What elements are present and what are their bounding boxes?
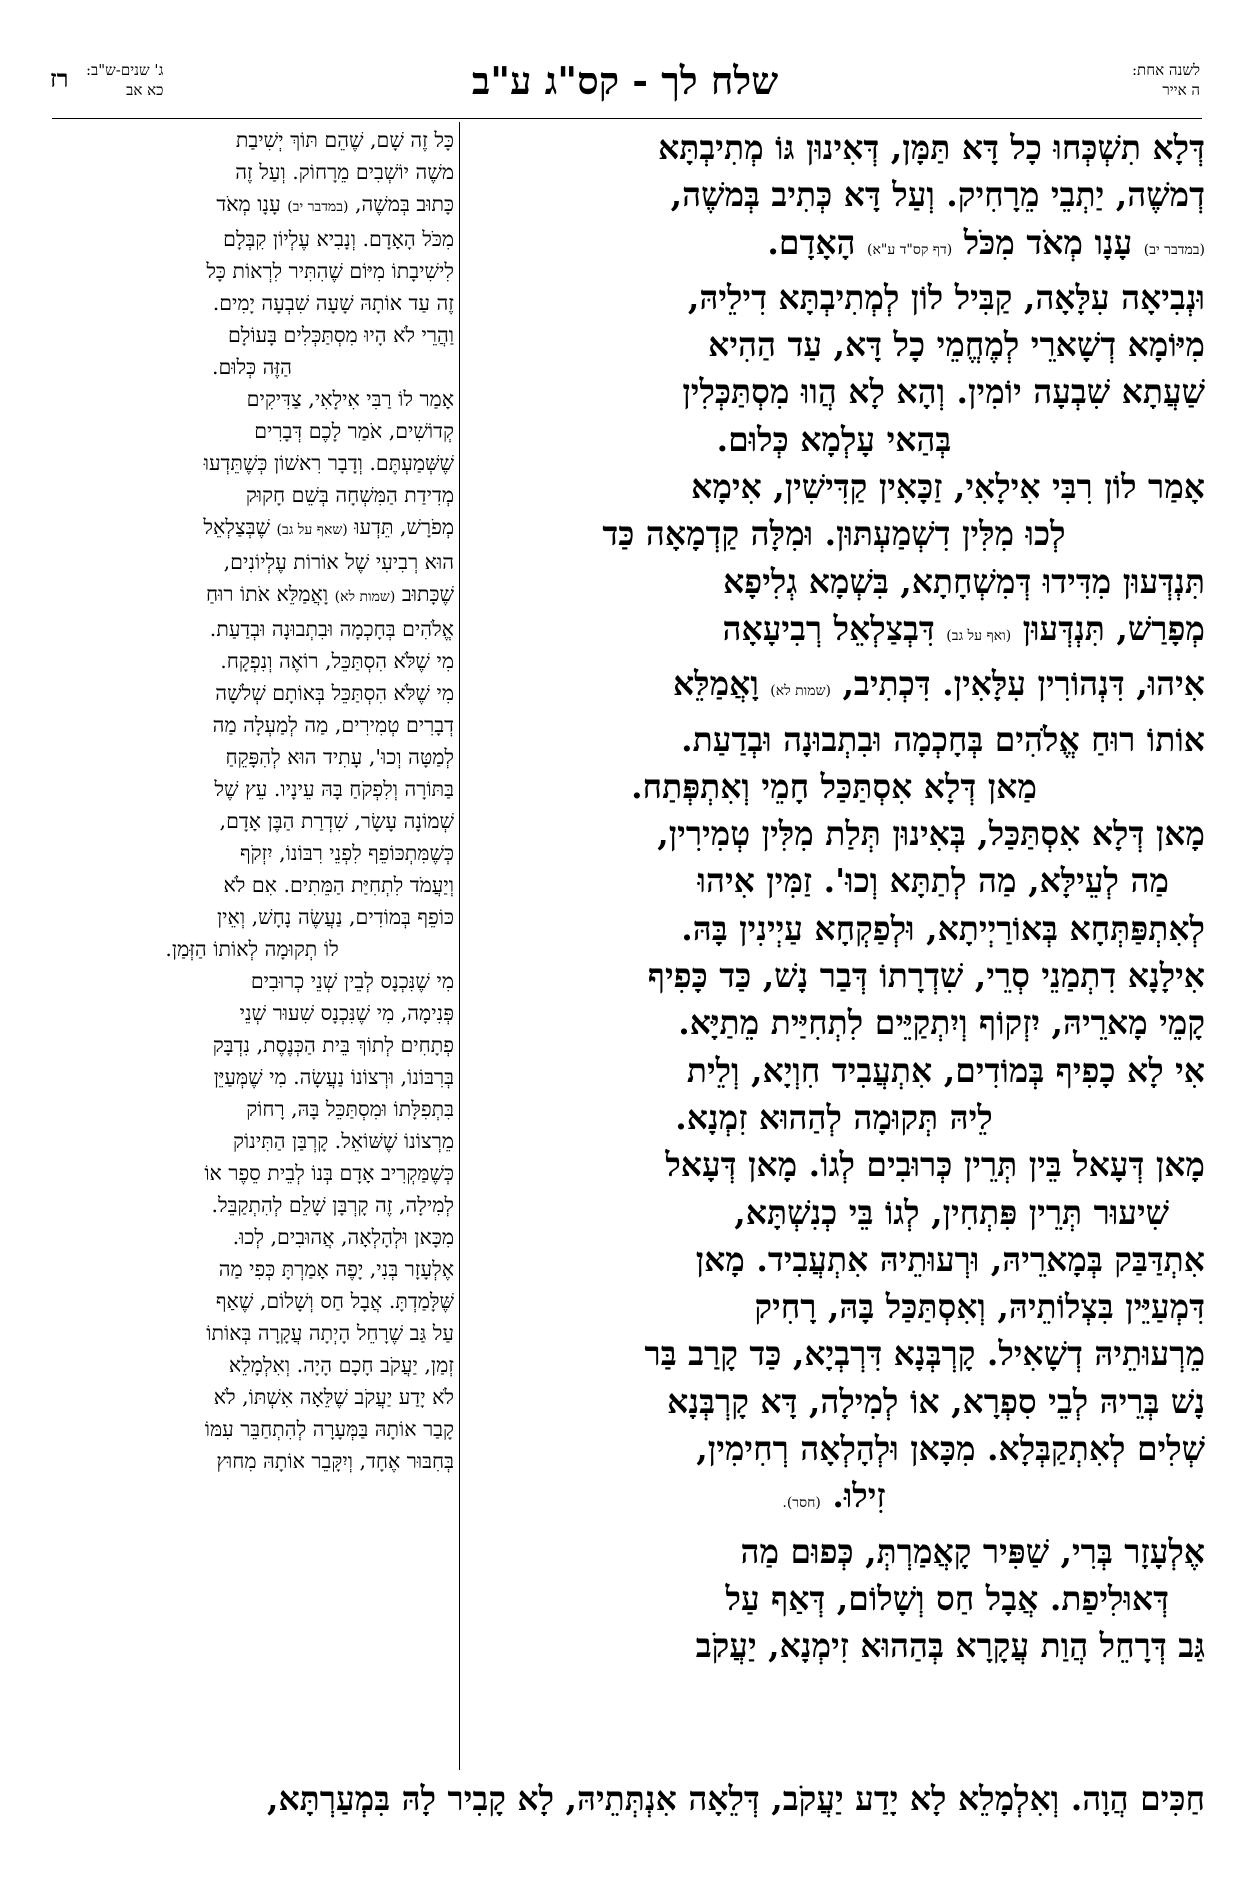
header-right-line2: ה אייר <box>1162 81 1200 99</box>
main-line: שִׁיעוּר תְּרֵין פִּתְחִין, לְגוֹ בֵּי כְנִשְׁתָּא, <box>734 1192 1169 1232</box>
side-line: קְדוֹשִׁים, אֹמַר לָכֶם דְּבָרִים <box>254 419 454 443</box>
side-line: בִּתְפִלָּתוֹ וּמִסְתַּכֵּל בָּהּ, רָחוֹק <box>246 1097 454 1121</box>
main-line: אִתְדַּבַּק בְּמָארֵיהּ, וּרְעוּתֵיהּ אִתְעֲבִיד. מָאן <box>695 1239 1205 1279</box>
page-header <box>50 58 1200 120</box>
side-line: הוּא רְבִיעִי שֶׁל אוֹרוֹת עֶלְיוֹנִים, <box>223 550 454 574</box>
main-line: מְפָרַשׁ, תִּנְדְּעוּן (ואף על גב) דִּבְצַלְאֵל רְבִיעָאָה <box>722 608 1205 648</box>
main-line: קָמֵי מָארֵיהּ, יִזְקוֹף וְיִתְקַיֵּים לִתְחִיַּית מֵתַיָּא. <box>678 1003 1205 1043</box>
main-line: בְּהַאי עָלְמָא כְּלוּם. <box>716 419 952 459</box>
source-reference: (שמות לא) <box>770 683 831 700</box>
side-line: שְׁמוֹנָה עָשָׂר, שִׁדְרַת הַבֶּן אָדָם, <box>219 809 454 833</box>
main-line: אָמַר לוֹן רִבִּי אִילָאִי, זַכָּאִין קַדִּישִׁין, אִימָא <box>691 467 1205 507</box>
main-line: מָאן דְּעָאל בֵּין תְּרֵין כְּרוּבִים לְגוֹ. מָאן דְּעָאל <box>665 1145 1205 1185</box>
source-reference: (במדבר יב) <box>287 199 349 215</box>
main-line: דְמשֶׁה, יַתְבֵי מֵרָחִיק. וְעַל דָּא כְּתִיב בְּמשֶׁה, <box>670 175 1205 215</box>
main-line: דְּאוּלִיפַת. אֲבָל חַס וְשָׁלוֹם, דְּאַף עַל <box>725 1578 1169 1618</box>
main-line: וּנְבִיאָה עִלָּאָה, קַבִּיל לוֹן לְמְתִיבְתָּא דִילֵיהּ, <box>687 277 1205 317</box>
header-left-line2: כא אב <box>126 81 164 99</box>
main-heading: מַאן דְּלָא אִסְתַּכַּל חָמֵי וְאִתְפְּתַח. <box>631 766 1037 806</box>
side-line: שֶּׁלָּמַדְתָּ. אֲבָל חַס וְשָׁלוֹם, שֶׁאַף <box>215 1289 454 1313</box>
side-line: זְמַן, יַעֲקֹב חָכָם הָיָה. וְאִלְמָלֵא <box>228 1353 454 1377</box>
side-line: משֶׁה יוֹשְׁבִים מֵרָחוֹק. וְעַל זֶה <box>235 160 454 184</box>
main-line: לְכוּ מִלִּין דִשְׁמַעְתּוּן. וּמִלָּה קַדְמָאָה כַּד <box>602 514 1066 554</box>
source-reference: (במדבר יב) <box>1143 241 1205 258</box>
side-line: וְיַעֲמֹד לִתְחִיַּת הַמֵּתִים. אִם לֹא <box>223 873 454 897</box>
header-schedule-three-years <box>86 60 164 100</box>
main-line: מַה לְעֵילָּא, מַה לְתַתָּא וְכוּ'. זַמִּין אִיהוּ <box>697 861 1169 901</box>
translation-column <box>50 124 454 1477</box>
header-right-line1: לשנה אחת: <box>1132 61 1200 79</box>
side-line: מִי שֶׁנִּכְנָס לְבֵין שְׁנֵי כְרוּבִים <box>250 969 454 993</box>
side-line: כָּל זֶה שָׁם, שֶׁהֵם תּוֹךְ יְשִׁיבַת <box>235 128 454 152</box>
source-reference: (שאף על גב) <box>276 522 348 538</box>
side-line: מְפֹרָשׁ, תֵּדְעוּ (שאף על גב) שֶׁבְּצַלְאֵל <box>203 515 454 539</box>
side-line: פְתָחִים לְתוֹךְ בֵּית הַכְּנֶסֶת, נִדְבָּק <box>212 1033 454 1057</box>
side-line: כָּתוּב בְּמשֶׁה, (במדבר יב) עָנָו מְאֹד <box>216 192 454 216</box>
main-line: שְׁלִים לְאִתְקַבְּלָא. מִכָּאן וּלְהָלְאָה רְחִימִין, <box>696 1429 1205 1469</box>
side-line: מִכֹּל הָאָדָם. וְנָבִיא עֶלְיוֹן קִבְּלָם <box>223 227 454 251</box>
source-reference: (חסר). <box>782 1495 821 1512</box>
side-line: דְבָרִים טְמִירִים, מַה לְמַעְלָה מַה <box>212 713 454 737</box>
side-line: כְּשֶׁמִּתְכּוֹפֵף לִפְנֵי רִבּוֹנוֹ, יִזְקֹף <box>239 841 454 865</box>
side-line: לְמַטָּה וְכוּ', עָתִיד הוּא לְהִפָּקֵחַ <box>225 745 454 769</box>
header-left-line1: ג' שנים-ש"ב: <box>86 61 164 79</box>
side-line: לֹא יָדַע יַעֲקֹב שֶׁלֵּאָה אִשְׁתּוֹ, לֹא <box>213 1385 454 1409</box>
side-line: אֶלְעָזָר בְּנִי, יָפֶה אָמַרְתָּ כְּפִי מַה <box>218 1257 454 1281</box>
main-line: (במדבר יב) עָנָו מְאֹד מִכֹּל (דף קס"ד ע"א) הָאָדָם. <box>767 222 1205 262</box>
page-number: רז <box>50 64 69 93</box>
main-line: מֵרְעוּתֵיהּ דְשָׁאִיל. קָרְבְּנָא דִּרְבְיָא, כַּד קָרַב בַּר <box>644 1334 1205 1374</box>
page-title: שלח לך - קס"ג ע"ב <box>471 58 779 103</box>
side-line: כְּשֶׁמַּקְרִיב אָדָם בְּנוֹ לְבֵית סֵפֶר אוֹ <box>204 1161 454 1185</box>
main-line: לְאִתְפַּתְּחָא בְּאוֹרַיְיתָא, וּלְפַקְחָא עַיְינִין בָּהּ. <box>681 908 1205 948</box>
side-line: אָמַר לוֹ רַבִּי אִילָאִי, צַדִּיקִים <box>246 387 454 411</box>
main-line: זִילוּ. (חסר). <box>782 1476 886 1516</box>
main-line: אוֹתוֹ רוּחַ אֱלֹהִים בְּחָכְמָה וּבִתְבוּנָה וּבְדַעַת. <box>681 719 1205 759</box>
main-line: אִי לָא כָפִיף בְּמוֹדִים, אִתְעֲבִיד חִוְיָא, וְלֵית <box>686 1050 1205 1090</box>
side-line: לוֹ תְקוּמָה לְאוֹתוֹ הַזְּמַן. <box>165 937 339 961</box>
main-line: לֵיהּ תְּקוּמָה לְהַהוּא זִמְנָא. <box>675 1097 993 1137</box>
main-line: גַּב דְּרָחֵל הֲוַת עֲקָרָא בְּהַהוּא זִימְנָא, יַעֲקֹב <box>695 1626 1205 1666</box>
side-line: מִי שֶׁלֹּא הִסְתַּכֵּל, רוֹאֶה וְנִפְקָח. <box>220 649 454 673</box>
side-line: לְמִילָה, זֶה קָרְבָּן שָׁלֵם לְהִתְקַבֵּל. <box>211 1193 454 1217</box>
side-line: כּוֹפֵף בְּמוֹדִים, נַעֲשֶׂה נָחָשׁ, וְאֵין <box>216 905 454 929</box>
main-line: אֶלְעָזָר בְּרִי, שַׁפִּיר קָאֲמַרְתְּ, כְּפוּם מַה <box>740 1531 1205 1571</box>
main-line: אִיהוּ, דִּנְהוֹרִין עִלָּאִין. דִּכְתִיב, (שמות לא) וָאֲמַלֵּא <box>672 664 1205 704</box>
main-line: נָשׁ בְּרֵיהּ לְבֵי סִפְרָא, אוֹ לְמִילָה, דָּא קָרְבְּנָא <box>667 1381 1205 1421</box>
side-line: וַהֲרֵי לֹא הָיוּ מִסְתַּכְּלִים בָּעוֹלָם <box>227 323 454 347</box>
header-divider <box>52 118 1202 119</box>
main-line: דִּמְעַיֵּין בִּצְלוֹתֵיהּ, וְאִסְתַּכַּל בָּהּ, רָחִיק <box>754 1287 1205 1327</box>
main-text-column <box>463 124 1205 1670</box>
side-line: מֵרְצוֹנוֹ שֶׁשּׁוֹאֵל. קָרְבַּן הַתִּינוֹק <box>232 1129 454 1153</box>
side-line: פְּנִימָה, מִי שֶׁנִּכְנָס שִׁעוּר שְׁנֵי <box>239 1001 454 1025</box>
main-line: דְּלָא תִשְׁכְּחוּ כָל דָּא תַּמָּן, דְּאִינוּן גּוֹ מְתִיבְתָּא <box>658 128 1205 167</box>
main-line: מָאן דְּלָא אִסְתַּכַּל, בְּאִינוּן תְּלַת מִלִּין טְמִירִין, <box>657 814 1205 854</box>
side-line: מִי שֶׁלֹּא הִסְתַּכֵּל בְּאוֹתָם שְׁלֹשָׁה <box>215 681 454 705</box>
main-line: תִּנְדְּעוּן מִדִּידוּ דְּמִשְׁחָתָא, בִּשְׁמָא גְלִיפָא <box>723 561 1205 601</box>
source-reference: (ואף על גב) <box>946 627 1012 644</box>
main-bottom-line: חַכִּים הֲוָה. וְאִלְמָלֵא לָא יָדַע יַעֲקֹב, דְּלֵאָה אִנְתְּתֵיהּ, לָא קָבִיר לָהּ בִּמְעַרְתָּא, <box>266 1779 1205 1818</box>
main-line: אִילָנָא דִתְמַנֵי סְרֵי, שִׁדְרָתוֹ דְּבַר נָשׁ, כַּד כָּפִיף <box>647 956 1205 996</box>
side-line: קָבַר אוֹתָהּ בַּמְּעָרָה לְהִתְחַבֵּר עִמּוֹ <box>204 1417 454 1441</box>
column-divider <box>459 122 460 1770</box>
side-line: לִישִׁיבָתוֹ מִיּוֹם שֶׁהִתִּיר לִרְאוֹת כָּל <box>206 259 454 283</box>
side-line: מְדִידַת הַמִּשְׁחָה בְּשֵׁם חָקוּק <box>245 483 454 507</box>
main-line: מִיּוֹמָא דְשָׁארֵי לְמֶחֱמֵי כָל דָּא, עַד הַהִיא <box>708 325 1205 365</box>
side-line: שֶׁכָּתוּב (שמות לא) וָאֲמַלֵּא אֹתוֹ רוּחַ <box>205 582 454 606</box>
side-line: זֶה עַד אוֹתָהּ שָׁעָה שִׁבְעָה יָמִים. <box>212 291 454 315</box>
source-reference: (דף קס"ד ע"א) <box>867 241 953 258</box>
side-line: בְּחִבּוּר אֶחָד, וְיִקָּבֵר אוֹתָהּ מִחוּץ <box>216 1449 454 1473</box>
side-line: אֱלֹהִים בְּחָכְמָה וּבִתְבוּנָה וּבְדַעַת. <box>209 617 454 641</box>
side-line: מִכָּאן וּלְהָלְאָה, אֲהוּבִים, לְכוּ. <box>232 1225 454 1249</box>
side-line: הַזֶּה כְּלוּם. <box>212 355 292 379</box>
side-line: עַל גַּב שֶׁרָחֵל הָיְתָה עֲקָרָה בְּאוֹתוֹ <box>206 1321 454 1345</box>
main-line: שַׁעֲתָא שִׁבְעָה יוֹמִין. וְהָא לָא הֲווּ מִסְתַּכְּלִין <box>682 372 1205 412</box>
side-line: בַּתּוֹרָה וְלִפְקֹחַ בָּהּ עֵינָיו. עֵץ שֶׁל <box>214 777 454 801</box>
side-line: שֶׁשְּׁמַעְתֶּם. וְדָבָר רִאשׁוֹן כְּשֶׁתֵּדְעוּ <box>203 451 454 475</box>
side-line: בְּרִבּוֹנוֹ, וּרְצוֹנוֹ נַעֲשָׂה. מִי שֶׁמְּעַיֵּן <box>213 1065 454 1089</box>
source-reference: (שמות לא) <box>334 589 396 605</box>
